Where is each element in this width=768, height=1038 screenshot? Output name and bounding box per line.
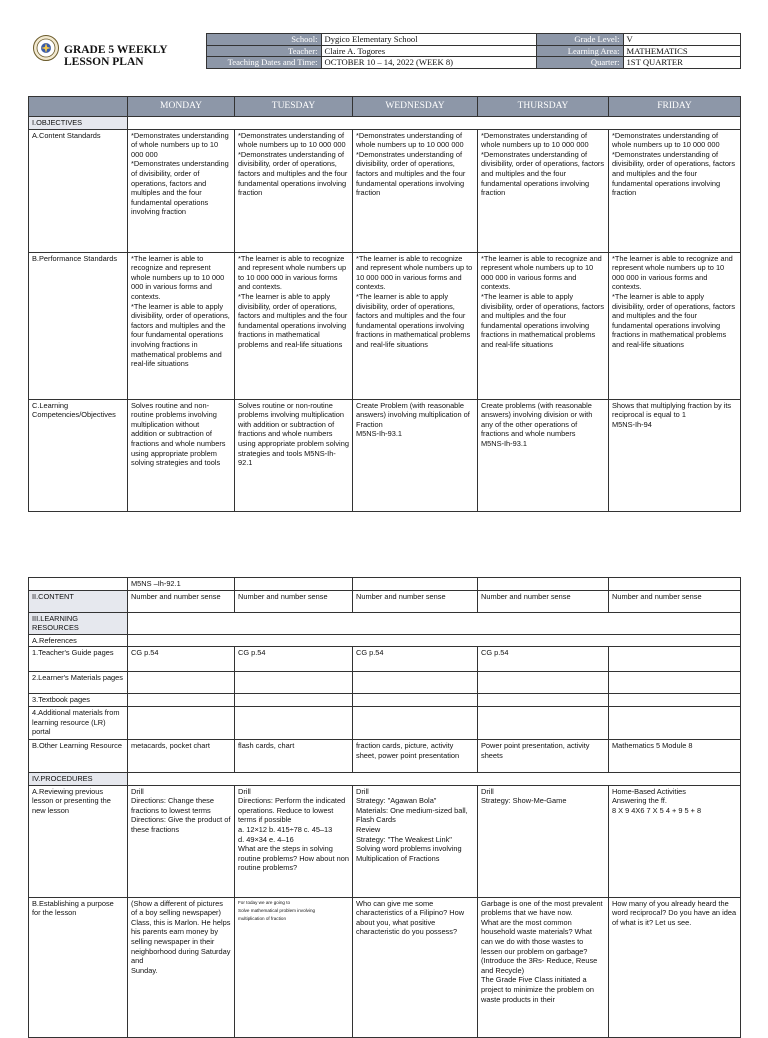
school-label: School: <box>206 34 321 46</box>
school-value: Dygico Elementary School <box>321 34 536 46</box>
competencies-label: C.Learning Competencies/Objectives <box>29 399 128 511</box>
carry-empty-wed <box>353 578 478 591</box>
other-wed: fraction cards, picture, activity sheet, power point presentation <box>353 739 478 772</box>
proc-blank <box>128 772 741 785</box>
comp-mon: Solves routine and non-routine problems involving multiplication without addition or subtraction of fractions and whole numbers using appropriate problem solving strategies and tools <box>128 399 235 511</box>
carry-code: M5NS –Ih-92.1 <box>128 578 235 591</box>
content-wed: Number and number sense <box>353 590 478 612</box>
day-thursday: THURSDAY <box>478 97 609 117</box>
tb-thu <box>478 694 609 707</box>
other-thu: Power point presentation, activity sheets <box>478 739 609 772</box>
title-line-2: LESSON PLAN <box>64 55 144 68</box>
review-tue: Drill Directions: Perform the indicated operations. Reduce to lowest terms if possible a. 12×12 b. 415÷78 c. 45–13 d. 49×34 e. 4–16 What are the steps in solving routine problems? How about non routine problems? <box>235 785 353 897</box>
day-tuesday: TUESDAY <box>235 97 353 117</box>
dates-value: OCTOBER 10 – 14, 2022 (WEEK 8) <box>321 57 536 69</box>
refs-blank <box>128 634 741 647</box>
tb-mon <box>128 694 235 707</box>
area-value: MATHEMATICS <box>623 45 740 57</box>
carry-empty-fri <box>609 578 741 591</box>
review-fri: Home-Based Activities Answering the ff. 8 X 9 4X6 7 X 5 4 + 9 5 + 8 <box>609 785 741 897</box>
add-tue <box>235 706 353 739</box>
tg-tue: CG p.54 <box>235 647 353 672</box>
review-wed: Drill Strategy: "Agawan Bola" Materials: One medium-sized ball, Flash Cards Review Strategy: "The Weakest Link" Solving word problems involving Multiplication of Fractions <box>353 785 478 897</box>
lm-tue <box>235 672 353 694</box>
review-label: A.Reviewing previous lesson or presenting the new lesson <box>29 785 128 897</box>
lm-thu <box>478 672 609 694</box>
content-tue: Number and number sense <box>235 590 353 612</box>
objectives-blank <box>128 117 741 130</box>
objectives-table <box>28 96 741 512</box>
perf-std-mon: *The learner is able to recognize and represent whole numbers up to 10 000 000 in various forms and contexts. *The learner is able to apply divisibility, order of operations, factors and multiples and the four fundamental operations involving fractions in mathematical problems and real-life situations <box>128 252 235 399</box>
content-procedures-table <box>28 577 741 1038</box>
tg-thu: CG p.54 <box>478 647 609 672</box>
add-materials-label: 4.Additional materials from learning resource (LR) portal <box>29 706 128 739</box>
review-mon: Drill Directions: Change these fractions to lowest terms Directions: Give the product of these fractions <box>128 785 235 897</box>
tb-label: 3.Textbook pages <box>29 694 128 707</box>
content-std-fri: *Demonstrates understanding of whole numbers up to 10 000 000 *Demonstrates understanding of divisibility, order of operations, factors and multiples and the four fundamental operations involving fraction <box>609 129 741 252</box>
other-tue: flash cards, chart <box>235 739 353 772</box>
perf-std-thu: *The learner is able to recognize and represent whole numbers up to 10 000 000 in various forms and contexts. *The learner is able to apply divisibility, order of operations, factors and multiples and the four fundamental operations involving fractions in mathematical problems and real-life situations <box>478 252 609 399</box>
review-thu: Drill Strategy: Show-Me-Game <box>478 785 609 897</box>
content-std-thu: *Demonstrates understanding of whole numbers up to 10 000 000 *Demonstrates understanding of divisibility, order of operations, factors and multiples and the four fundamental operations involving fraction <box>478 129 609 252</box>
quarter-label: Quarter: <box>536 57 623 69</box>
carry-blank <box>29 578 128 591</box>
add-wed <box>353 706 478 739</box>
comp-tue: Solves routine or non-routine problems involving multiplication with addition or subtraction of fractions and whole numbers using appropriate problem solving strategies and tools M5NS-Ih-92.1 <box>235 399 353 511</box>
day-monday: MONDAY <box>128 97 235 117</box>
add-mon <box>128 706 235 739</box>
carry-empty-thu <box>478 578 609 591</box>
comp-wed: Create Problem (with reasonable answers) involving multiplication of Fraction M5NS-Ih-93.1 <box>353 399 478 511</box>
perf-std-tue: *The learner is able to recognize and represent whole numbers up to 10 000 000 in various forms and contexts. *The learner is able to apply divisibility, order of operations, factors and multiples and the four fundamental operations involving fractions in mathematical problems and real-life situations <box>235 252 353 399</box>
day-friday: FRIDAY <box>609 97 741 117</box>
perf-std-fri: *The learner is able to recognize and represent whole numbers up to 10 000 000 in various forms and contexts. *The learner is able to apply divisibility, order of operations, factors and multiples and the four fundamental operations involving fractions in mathematical problems and real-life situations <box>609 252 741 399</box>
add-thu <box>478 706 609 739</box>
references-label: A.References <box>29 634 128 647</box>
tg-mon: CG p.54 <box>128 647 235 672</box>
content-fri: Number and number sense <box>609 590 741 612</box>
other-fri: Mathematics 5 Module 8 <box>609 739 741 772</box>
lm-wed <box>353 672 478 694</box>
corner-cell <box>29 97 128 117</box>
content-std-tue: *Demonstrates understanding of whole numbers up to 10 000 000 *Demonstrates understanding of divisibility, order of operations, factors and multiples and the four fundamental operations involving fraction <box>235 129 353 252</box>
objectives-label: I.OBJECTIVES <box>29 117 128 130</box>
tb-tue <box>235 694 353 707</box>
area-label: Learning Area: <box>536 45 623 57</box>
perf-std-wed: *The learner is able to recognize and represent whole numbers up to 10 000 000 in various forms and contexts. *The learner is able to apply divisibility, order of operations, factors and multiples and the four fundamental operations involving fractions in mathematical problems and real-life situations <box>353 252 478 399</box>
comp-fri: Shows that multiplying fraction by its reciprocal is equal to 1 M5NS-Ih-94 <box>609 399 741 511</box>
grade-label: Grade Level: <box>536 34 623 46</box>
other-mon: metacards, pocket chart <box>128 739 235 772</box>
lesson-plan-header <box>28 33 741 69</box>
tb-wed <box>353 694 478 707</box>
tb-fri <box>609 694 741 707</box>
title-line-1: GRADE 5 WEEKLY <box>64 43 168 56</box>
content-std-wed: *Demonstrates understanding of whole numbers up to 10 000 000 *Demonstrates understanding of divisibility, order of operations, factors and multiples and the four fundamental operations involving fraction <box>353 129 478 252</box>
teacher-label: Teacher: <box>206 45 321 57</box>
purpose-wed: Who can give me some characteristics of a Filipino? How about you, what positive characteristic do you possess? <box>353 897 478 1037</box>
tg-wed: CG p.54 <box>353 647 478 672</box>
lr-blank <box>128 612 741 634</box>
add-fri <box>609 706 741 739</box>
purpose-mon: (Show a different of pictures of a boy selling newspaper) Class, this is Marlon. He helps his parents earn money by selling newspaper in their neighborhood during Saturday and Sunday. <box>128 897 235 1037</box>
learning-resources-label: III.LEARNING RESOURCES <box>29 612 128 634</box>
carry-empty-tue <box>235 578 353 591</box>
lm-fri <box>609 672 741 694</box>
lm-label: 2.Learner's Materials pages <box>29 672 128 694</box>
header-title-cell <box>28 34 206 69</box>
performance-standards-label: B.Performance Standards <box>29 252 128 399</box>
purpose-tue: For today we are going to Solve mathematical problem involving multiplication of fraction <box>235 897 353 1037</box>
dates-label: Teaching Dates and Time: <box>206 57 321 69</box>
grade-value: V <box>623 34 740 46</box>
purpose-label: B.Establishing a purpose for the lesson <box>29 897 128 1037</box>
other-resources-label: B.Other Learning Resource <box>29 739 128 772</box>
purpose-fri: How many of you already heard the word reciprocal? Do you have an idea of what is it? Let us see. <box>609 897 741 1037</box>
purpose-thu: Garbage is one of the most prevalent problems that we have now. What are the most common household waste materials? What can we do with those wastes to lessen our problem on garbage? (Introduce the 3Rs- Reduce, Reuse and Recycle) The Grade Five Class initiated a project to minimize the problem on waste products in their <box>478 897 609 1037</box>
comp-thu: Create problems (with reasonable answers) involving division or with any of the other operations of fractions and whole numbers M5NS-Ih-93.1 <box>478 399 609 511</box>
content-thu: Number and number sense <box>478 590 609 612</box>
day-wednesday: WEDNESDAY <box>353 97 478 117</box>
lm-mon <box>128 672 235 694</box>
tg-label: 1.Teacher's Guide pages <box>29 647 128 672</box>
tg-fri <box>609 647 741 672</box>
content-mon: Number and number sense <box>128 590 235 612</box>
quarter-value: 1ST QUARTER <box>623 57 740 69</box>
content-standards-label: A.Content Standards <box>29 129 128 252</box>
procedures-label: IV.PROCEDURES <box>29 772 128 785</box>
teacher-value: Claire A. Togores <box>321 45 536 57</box>
content-label: II.CONTENT <box>29 590 128 612</box>
content-std-mon: *Demonstrates understanding of whole numbers up to 10 000 000 *Demonstrates understanding of divisibility, order of operations, factors and multiples and the four fundamental operations involving fraction <box>128 129 235 252</box>
